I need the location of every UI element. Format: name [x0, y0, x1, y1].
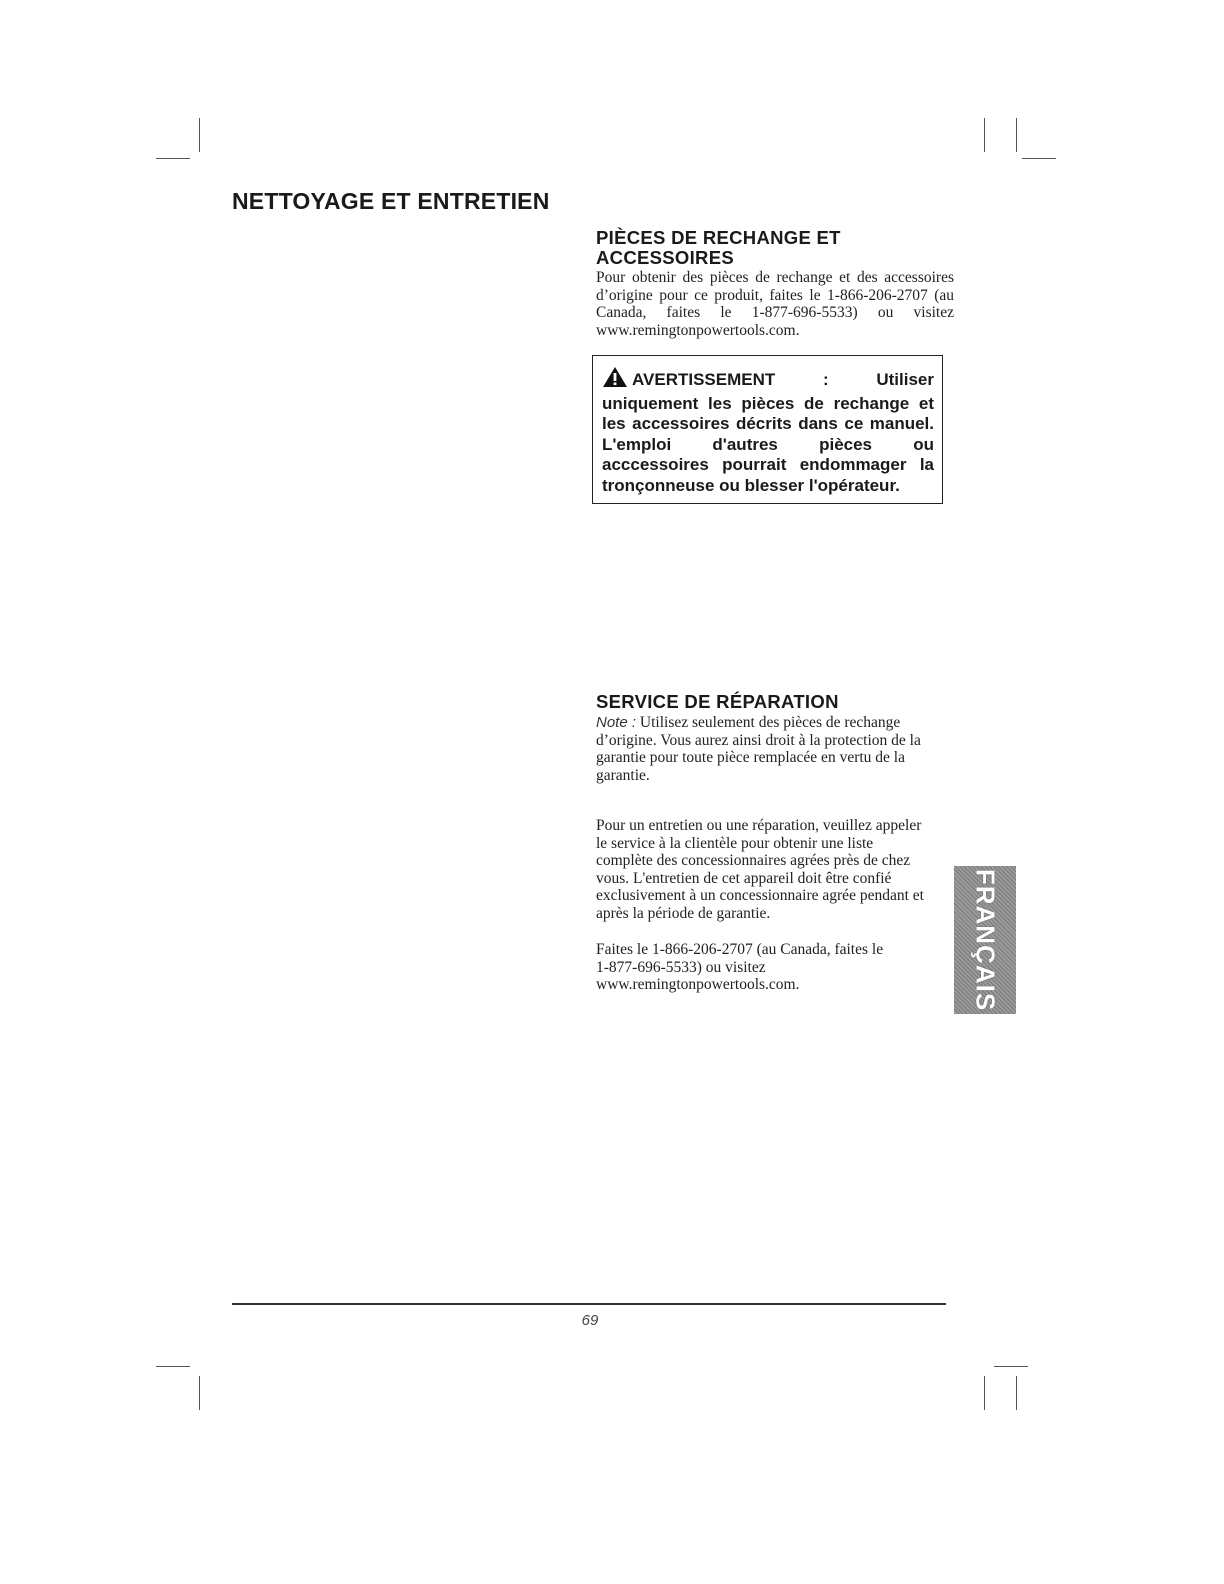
footer-rule — [232, 1303, 946, 1305]
repair-note — [596, 714, 948, 784]
crop-mark — [984, 118, 985, 152]
crop-mark — [1016, 118, 1017, 152]
parts-heading-line1: PIÈCES DE RECHANGE ET — [596, 227, 841, 248]
crop-mark — [984, 1376, 985, 1410]
language-tab-label: FRANÇAIS — [970, 868, 1001, 1012]
repair-section — [596, 692, 948, 994]
crop-mark — [1022, 158, 1056, 159]
repair-heading: SERVICE DE RÉPARATION — [596, 691, 839, 712]
section-title: NETTOYAGE ET ENTRETIEN — [232, 188, 550, 214]
parts-heading — [596, 228, 954, 268]
crop-mark — [156, 1366, 190, 1367]
crop-mark — [156, 158, 190, 159]
note-text: Utilisez seulement des pièces de rechange d’origine. Vous aurez ainsi droit à la protection de la garantie pour toute pièce remplacée en vertu de la garantie. — [596, 714, 921, 784]
parts-section — [596, 228, 954, 339]
crop-mark — [1016, 1376, 1017, 1410]
repair-paragraph-2: Faites le 1-866-206-2707 (au Canada, faites le 1-877-696-5533) ou visitez www.remingtonpowertools.com. — [596, 941, 884, 993]
warning-text: AVERTISSEMENT : Utiliser uniquement les pièces de rechange et les accessoires décrits dans ce manuel. L'emploi d'autres pièces ou acccessoires pourrait endommager la tronçonneuse ou blesser l'opérateur. — [602, 370, 934, 495]
warning-box — [592, 355, 943, 504]
language-tab — [954, 866, 1016, 1014]
parts-body: Pour obtenir des pièces de rechange et des accessoires d’origine pour ce produit, faites le 1-866-206-2707 (au Canada, faites le 1-877-696-5533) ou visitez www.remingtonpowertools.com. — [596, 269, 954, 339]
page-number: 69 — [581, 1312, 599, 1329]
crop-mark — [199, 1376, 200, 1410]
note-label: Note : — [596, 714, 637, 731]
crop-mark — [994, 1366, 1028, 1367]
warning-triangle-icon — [602, 366, 628, 394]
parts-heading-line2: ACCESSOIRES — [596, 247, 734, 268]
repair-paragraph-1: Pour un entretien ou une réparation, veuillez appeler le service à la clientèle pour obtenir une liste complète des concessionnaires agrées près de chez vous. L'entretien de cet appareil doit être confié exclusivement à un concessionnaire agrée pendant et après la période de garantie. — [596, 817, 924, 922]
crop-mark — [199, 118, 200, 152]
